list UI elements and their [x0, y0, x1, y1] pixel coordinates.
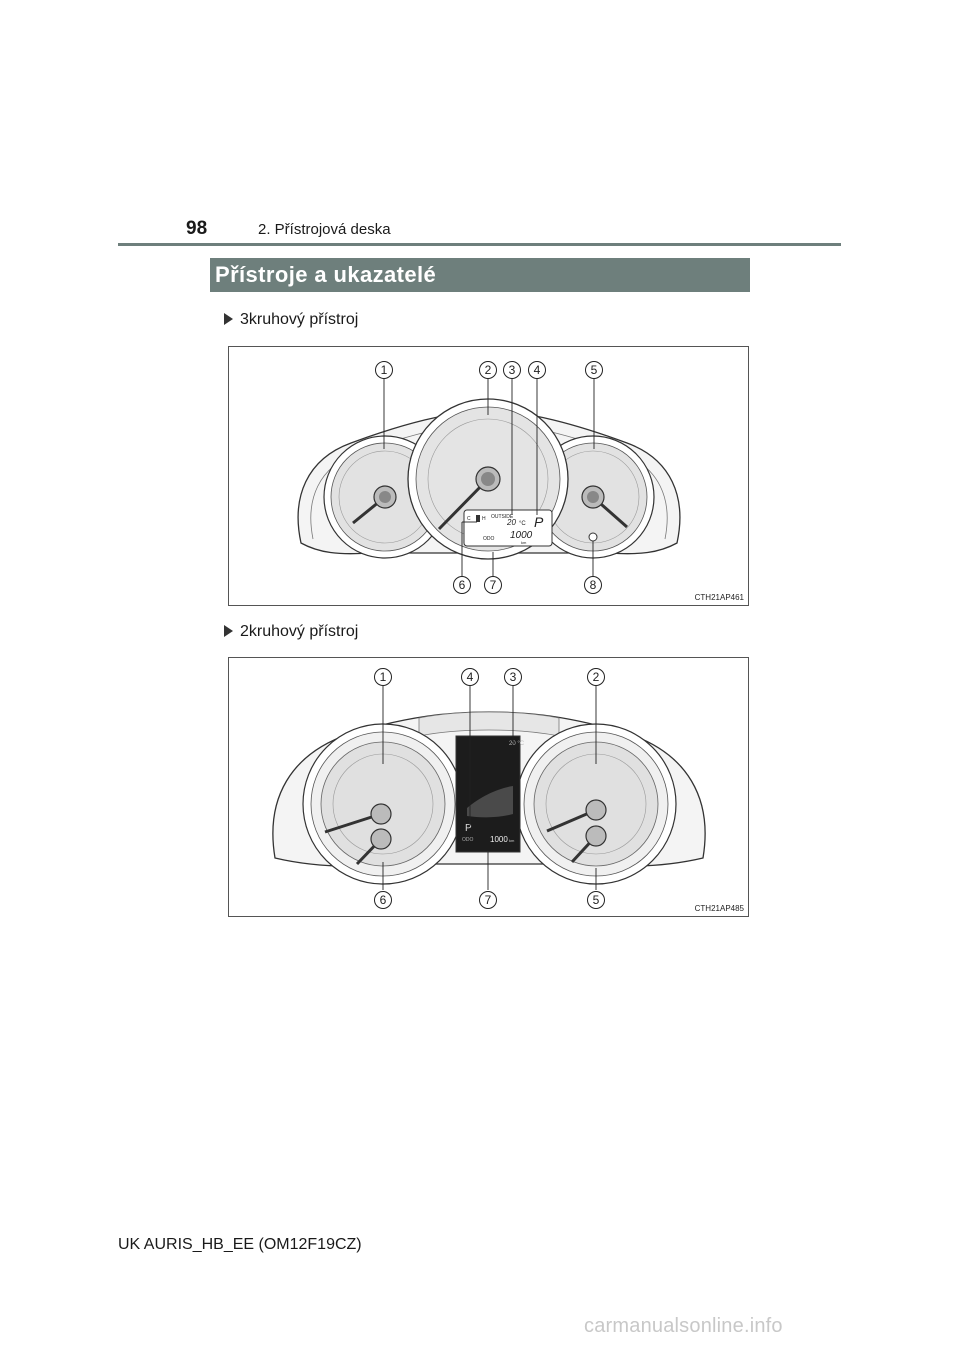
- display-temperature: 20: [507, 518, 516, 527]
- cluster-illustration: [229, 658, 750, 918]
- display-temp-unit: °C: [519, 521, 526, 527]
- callout-1: 1: [379, 670, 387, 684]
- triangle-bullet-icon: [224, 625, 233, 637]
- callout-5: 5: [592, 893, 600, 907]
- display-odo-label: ODO: [483, 536, 495, 542]
- callout-8: 8: [589, 578, 597, 592]
- callout-6: 6: [458, 578, 466, 592]
- callout-5: 5: [590, 363, 598, 377]
- callout-4: 4: [466, 670, 474, 684]
- header-rule: [118, 243, 841, 246]
- callout-4: 4: [533, 363, 541, 377]
- display-outside-label: OUTSIDE: [491, 514, 514, 520]
- triangle-bullet-icon: [224, 313, 233, 325]
- fuel-bar-icon: [476, 515, 480, 522]
- figure-2-dial-cluster: [228, 657, 749, 917]
- display-gear: P: [465, 823, 472, 834]
- callout-3: 3: [508, 363, 516, 377]
- figure-2-subtitle: [224, 623, 358, 641]
- display-c-label: C: [467, 516, 471, 522]
- callout-2: 2: [484, 363, 492, 377]
- footer-model-code: UK AURIS_HB_EE (OM12F19CZ): [118, 1236, 362, 1253]
- page-title: Přístroje a ukazatelé: [210, 258, 750, 292]
- callout-3: 3: [509, 670, 517, 684]
- section-title: 2. Přístrojová deska: [258, 221, 391, 238]
- figure-1-subtitle: [224, 311, 358, 329]
- figure-2-subtitle-text: 2kruhový přístroj: [240, 623, 359, 640]
- figure-code: CTH21AP461: [694, 593, 744, 602]
- watermark: carmanualsonline.info: [584, 1315, 783, 1337]
- figure-code: CTH21AP485: [694, 904, 744, 913]
- figure-3-dial-cluster: [228, 346, 749, 606]
- page-number: 98: [186, 218, 208, 239]
- display-km: km: [509, 838, 515, 843]
- cluster-illustration: [229, 347, 750, 607]
- display-gear: P: [534, 514, 544, 530]
- callout-6: 6: [379, 893, 387, 907]
- display-odometer: 1000: [490, 835, 508, 844]
- display-odometer: 1000: [510, 530, 533, 541]
- callout-7: 7: [489, 578, 497, 592]
- callout-2: 2: [592, 670, 600, 684]
- display-h-label: H: [482, 516, 486, 522]
- display-odo-label: ODO: [462, 837, 474, 843]
- callout-1: 1: [380, 363, 388, 377]
- display-km: km: [521, 540, 527, 545]
- figure-1-subtitle-text: 3kruhový přístroj: [240, 311, 359, 328]
- display-temperature: 20 °C: [509, 741, 525, 747]
- callout-7: 7: [484, 893, 492, 907]
